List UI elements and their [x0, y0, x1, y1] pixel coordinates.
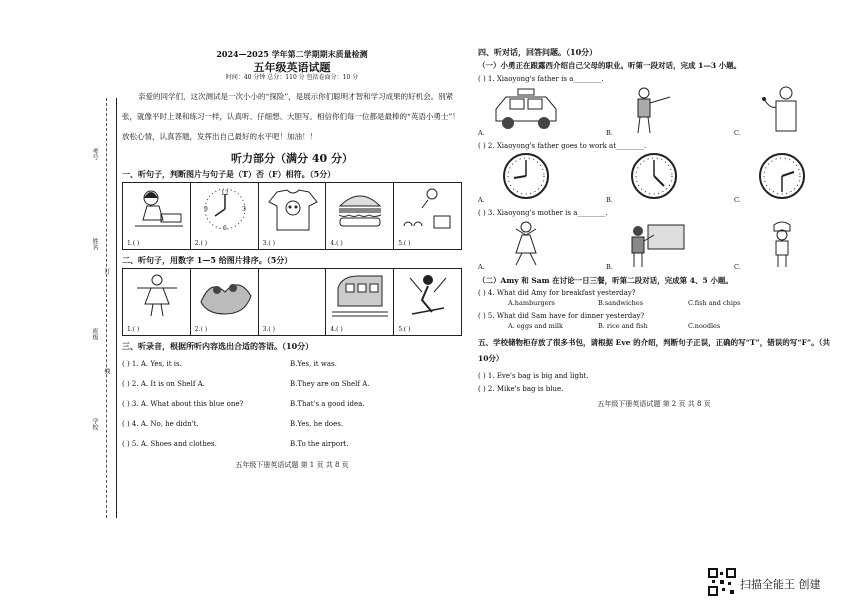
- teacher-icon: [614, 219, 694, 269]
- section-2-grid: [122, 268, 462, 336]
- train-icon: [330, 272, 390, 318]
- s3-q3: ( ) 3. A. What about this blue one?: [122, 399, 244, 408]
- s1-label-3: 3.( ): [262, 240, 275, 247]
- q3-option-b: [606, 219, 694, 271]
- q2-options: [478, 152, 830, 204]
- q3-label-c: C.: [734, 263, 741, 271]
- list-item: [122, 414, 462, 434]
- s1-label-1: 1.( ): [127, 240, 140, 247]
- section-1-title: 一、听句子，判断图片与句子是（T）否（F）相符。（5分）: [122, 169, 336, 179]
- q4-choices: [508, 300, 830, 307]
- s5-q1: ( ) 1. Eve's bag is big and light.: [478, 372, 589, 380]
- traffic-police-icon: [614, 85, 694, 135]
- qr-code-icon: [708, 568, 736, 596]
- q5-choices: [508, 323, 830, 330]
- s3-b3: B.That's a good idea.: [290, 399, 365, 408]
- s2-cell: [394, 269, 461, 335]
- q2-label-c: C.: [734, 196, 741, 204]
- q3-option-a: [478, 219, 566, 271]
- q1-label-c: C.: [734, 129, 741, 137]
- s3-q1: ( ) 1. A. Yes, it is.: [122, 359, 182, 368]
- binding-label-school: 学校: [91, 418, 98, 430]
- s3-q4: ( ) 4. A. No, he didn't.: [122, 419, 199, 428]
- q4-text: ( ) 4. What did Amy for breakfast yesterday?: [478, 289, 636, 297]
- q4-choice-a: A.hamburgers: [508, 299, 555, 307]
- q5-choice-a: A. eggs and milk: [508, 321, 563, 330]
- binding-mark-ding: 订: [103, 268, 110, 274]
- q2-option-c: [734, 152, 822, 204]
- firefighters-icon: [195, 272, 255, 318]
- sports-equipment-icon: [398, 186, 458, 232]
- svg-text:12: 12: [220, 190, 229, 197]
- s5-q2: ( ) 2. Mike's bag is blue.: [478, 385, 564, 393]
- page-1-footer: 五年级下册英语试题 第 1 页 共 8 页: [235, 461, 349, 469]
- s2-label-1: 1.( ): [127, 326, 140, 333]
- exam-sheet: [82, 38, 840, 558]
- section-3-title: 三、听录音，根据所听内容选出合适的答语。（10分）: [122, 341, 314, 351]
- q5-choice-b: B. rice and fish: [598, 321, 648, 330]
- q2-option-a: [478, 152, 566, 204]
- s3-q2: ( ) 2. A. It is on Shelf A.: [122, 379, 205, 388]
- s1-cell: [191, 183, 259, 249]
- section-2-title: 二、听句子，用数字 1—5 给图片排序。（5分）: [122, 255, 293, 265]
- s1-cell: [259, 183, 327, 249]
- list-item: [122, 394, 462, 414]
- girl-reading-icon: [127, 186, 187, 232]
- cook-icon: [742, 219, 822, 269]
- q5-text: ( ) 5. What did Sam have for dinner yesterday?: [478, 311, 645, 320]
- panda-shirt-icon: [263, 186, 323, 232]
- q3-options: [478, 219, 830, 271]
- q1-option-a: [478, 85, 566, 137]
- page-2-footer: 五年级下册英语试题 第 2 页 共 8 页: [597, 400, 711, 408]
- q1-text: ( ) 1. Xiaoyong's father is a________.: [478, 74, 604, 83]
- svg-text:9: 9: [203, 206, 208, 213]
- clock-icon: [195, 186, 255, 232]
- exam-header: 2024—2025 学年第二学期期末质量检测: [216, 49, 368, 59]
- clock-b-icon: [614, 152, 694, 202]
- q3-label-a: A.: [478, 263, 485, 271]
- q1-label-a: A.: [478, 129, 485, 137]
- skier-icon: [398, 272, 458, 318]
- dancer-icon: [486, 219, 566, 269]
- binding-label-class: 班级: [91, 328, 98, 340]
- cut-line: [106, 98, 107, 518]
- scanner-watermark: 扫描全能王 创建: [740, 578, 821, 591]
- s2-label-5: 5.( ): [398, 326, 411, 333]
- s3-b1: B.Yes, it was.: [290, 359, 337, 368]
- binding-strip: [82, 98, 122, 518]
- clock-a-icon: [486, 152, 566, 202]
- section-4-sub-2: （二）Amy 和 Sam 在讨论一日三餐，听第二段对话，完成第 4、5 小题。: [478, 275, 733, 285]
- doctor-icon: [742, 85, 822, 135]
- s3-b2: B.They are on Shelf A.: [290, 379, 370, 388]
- q1-option-b: [606, 85, 694, 137]
- q1-options: [478, 85, 830, 137]
- s2-label-2: 2.( ): [194, 326, 208, 333]
- section-1-grid: [122, 182, 462, 250]
- q4-choice-b: B.sandwiches: [598, 299, 644, 307]
- s2-cell: [191, 269, 259, 335]
- s1-label-5: 5.( ): [398, 240, 411, 247]
- s2-cell: [259, 269, 327, 335]
- dancing-girl-icon: [127, 272, 187, 318]
- s3-q5: ( ) 5. A. Shoes and clothes.: [122, 439, 217, 448]
- list-item: [122, 354, 462, 374]
- svg-text:3: 3: [241, 206, 246, 213]
- exam-title: 五年级英语试题: [253, 61, 331, 74]
- q3-text: ( ) 3. Xiaoyong's mother is a________.: [478, 208, 608, 217]
- taxi-icon: [486, 85, 566, 135]
- intro-paragraph: 亲爱的同学们，这次测试是一次小小的“探险”，是展示你们聪明才智和学习成果的好机会。别紧张，就像平时上课和练习一样，认真听、仔细想、大胆写。相信你们每一位都是最棒的“英语小勇士”！放松心情，认真答题，发挥出自己最好的水平吧！加油！！: [122, 92, 460, 141]
- section-5-title: 五、学校储物柜存放了很多书包，请根据 Eve 的介绍，判断句子正误，正确的写“T”，错误的写“F”。（共 10分）: [478, 338, 830, 363]
- svg-text:6: 6: [222, 225, 227, 232]
- q5-choice-c: C.noodles: [688, 321, 721, 330]
- section-4-sub-1: （一）小勇正在跟露西介绍自己父母的职业。听第一段对话，完成 1—3 小题。: [478, 61, 742, 70]
- s1-cell: [123, 183, 191, 249]
- page-1: [122, 44, 462, 469]
- s2-cell: [326, 269, 394, 335]
- q3-label-b: B.: [606, 263, 613, 271]
- empty-icon: [263, 272, 323, 318]
- list-item: [122, 434, 462, 454]
- q3-option-c: [734, 219, 822, 271]
- s1-label-4: 4.( ): [330, 240, 343, 247]
- page-2: [478, 44, 830, 408]
- binding-mark-xian: 线: [103, 368, 110, 374]
- q1-label-b: B.: [606, 129, 613, 137]
- s1-label-2: 2.( ): [194, 240, 208, 247]
- q2-label-a: A.: [478, 196, 485, 204]
- list-item: [122, 374, 462, 394]
- binding-label-name: 姓名: [91, 238, 98, 250]
- s3-b5: B.To the airport.: [290, 439, 349, 448]
- s1-cell: [326, 183, 394, 249]
- q2-text: ( ) 2. Xiaoyong's father goes to work at________.: [478, 141, 647, 150]
- section-3-list: [122, 354, 462, 454]
- q2-label-b: B.: [606, 196, 613, 204]
- binding-line: [116, 98, 117, 518]
- section-4-title: 四、听对话，回答问题。（10分）: [478, 47, 598, 57]
- q1-option-c: [734, 85, 822, 137]
- exam-meta: 时间：40 分钟 总分：110 分 包括卷面分：10 分: [225, 74, 359, 81]
- q2-option-b: [606, 152, 694, 204]
- s2-label-3: 3.( ): [262, 326, 275, 333]
- s3-b4: B.Yes, he does.: [290, 419, 344, 428]
- s1-cell: [394, 183, 461, 249]
- clock-c-icon: [742, 152, 822, 202]
- listening-part-title: 听力部分（满分 40 分）: [231, 152, 353, 165]
- s2-label-4: 4.( ): [330, 326, 343, 333]
- s2-cell: [123, 269, 191, 335]
- q4-choice-c: C.fish and chips: [688, 299, 741, 307]
- hamburger-icon: [330, 186, 390, 232]
- binding-label-id: 考号: [91, 148, 98, 160]
